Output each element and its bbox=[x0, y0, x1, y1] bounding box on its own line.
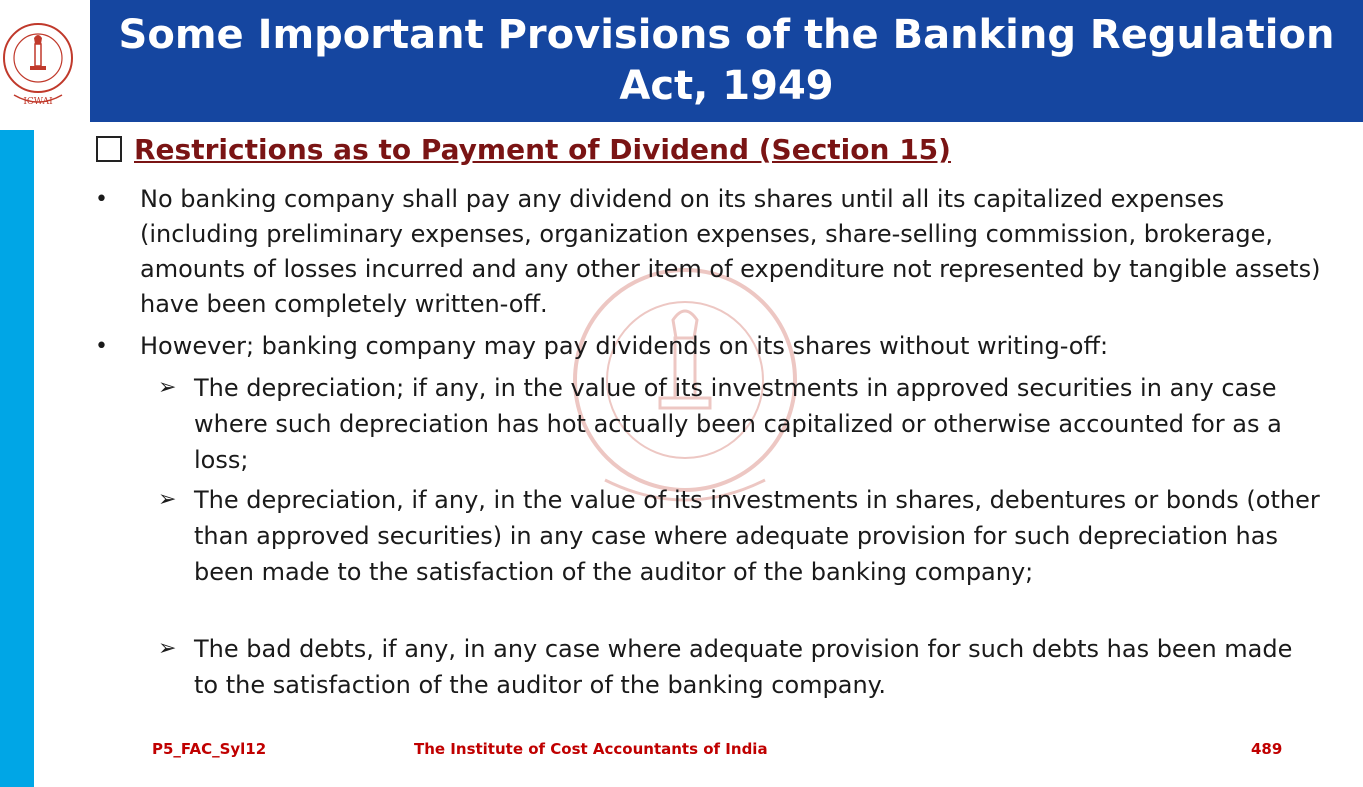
institute-seal-icon bbox=[0, 0, 90, 122]
sub-bullet-item bbox=[158, 482, 1324, 590]
svg-text:ICWAI: ICWAI bbox=[23, 97, 53, 107]
section-heading-text: Restrictions as to Payment of Dividend (Section 15) bbox=[134, 133, 951, 166]
sub-bullet-item bbox=[158, 370, 1324, 478]
bullet-item bbox=[95, 182, 1325, 322]
institute-logo bbox=[0, 0, 90, 122]
sub-bullet-item bbox=[158, 631, 1324, 703]
left-accent-bar bbox=[0, 130, 34, 787]
arrow-bullet-icon: ➢ bbox=[158, 487, 177, 512]
sub-bullet-text: The depreciation, if any, in the value of its investments in shares, debentures or bonds (other than approved securities) in any case where adequate provision for such depreciation has been made to the satisfaction of the auditor of the banking company; bbox=[194, 486, 1320, 586]
checkbox-bullet-icon bbox=[96, 136, 122, 162]
arrow-bullet-icon: ➢ bbox=[158, 375, 177, 400]
arrow-bullet-icon: ➢ bbox=[158, 636, 177, 661]
bullet-text: No banking company shall pay any dividend on its shares until all its capitalized expenses (including preliminary expenses, organization expenses, share-selling commission, brokerage, amounts of losses incurred and any other item of expenditure not represented by tangible assets) have been completely written-off. bbox=[140, 185, 1321, 318]
sub-bullet-text: The bad debts, if any, in any case where adequate provision for such debts has been made to the satisfaction of the auditor of the banking company. bbox=[194, 635, 1293, 699]
section-heading bbox=[96, 133, 951, 166]
bullet-dot-icon: • bbox=[95, 334, 108, 359]
bullet-text: However; banking company may pay dividends on its shares without writing-off: bbox=[140, 332, 1109, 360]
slide-title: Some Important Provisions of the Banking Regulation Act, 1949 bbox=[90, 0, 1363, 122]
bullet-item bbox=[95, 329, 1325, 364]
footer-course-code: P5_FAC_Syl12 bbox=[152, 740, 267, 758]
footer-page-number: 489 bbox=[1251, 740, 1283, 758]
bullet-dot-icon: • bbox=[95, 187, 108, 212]
sub-bullet-text: The depreciation; if any, in the value of its investments in approved securities in any case where such depreciation has hot actually been capitalized or otherwise accounted for as a loss; bbox=[194, 374, 1282, 474]
footer-institute-name: The Institute of Cost Accountants of India bbox=[414, 740, 768, 758]
